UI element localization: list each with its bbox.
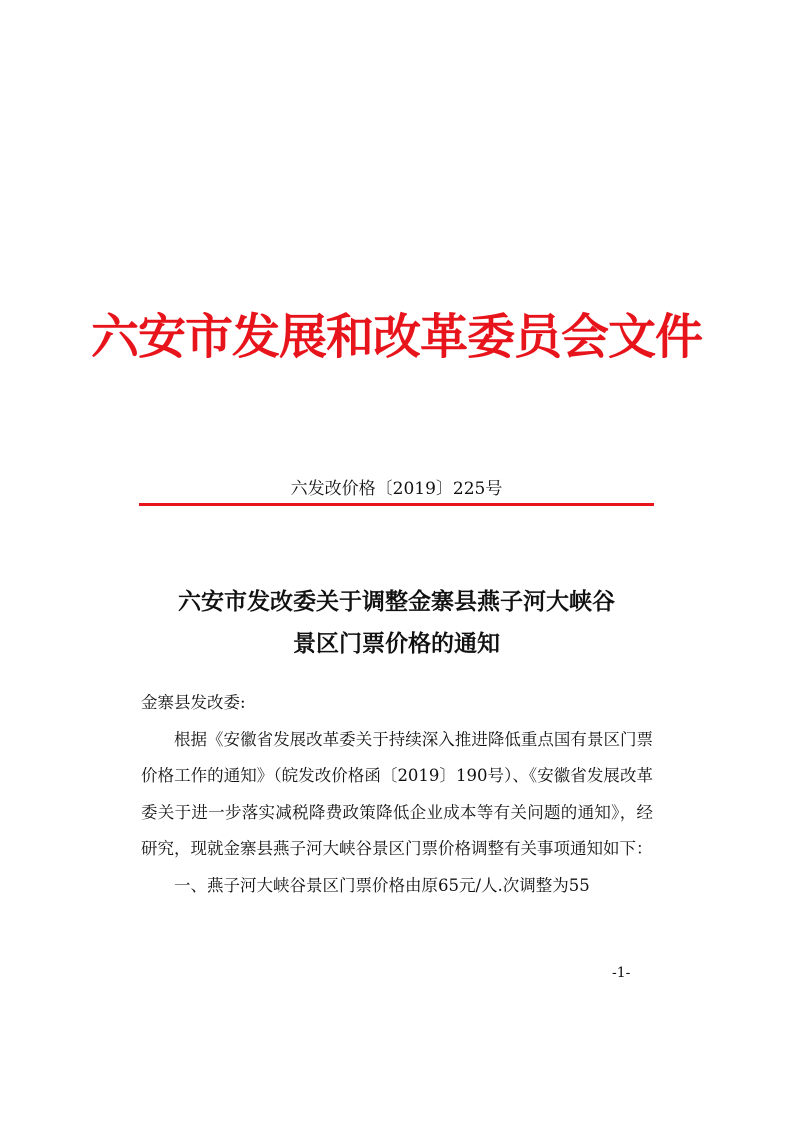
- page-number: -1-: [612, 965, 631, 981]
- document-number: 六发改价格〔2019〕225号: [290, 479, 503, 499]
- document-body: [141, 685, 653, 904]
- document-title-line-2: 景区门票价格的通知: [293, 630, 500, 657]
- document-title-line-1: 六安市发改委关于调整金寨县燕子河大峡谷: [178, 588, 615, 615]
- document-title: [0, 581, 793, 665]
- body-paragraph-1: 根据《安徽省发展改革委关于持续深入推进降低重点国有景区门票价格工作的通知》（皖发改价格函〔2019〕190号）、《安徽省发展改革委关于进一步落实减税降费政策降低企业成本等有关问题的通知》，经研究，现就金寨县燕子河大峡谷景区门票价格调整有关事项通知如下：: [141, 729, 653, 858]
- red-divider-line: [139, 503, 654, 506]
- salutation: 金寨县发改委:: [141, 693, 246, 712]
- issuer-header-title: 六安市发展和改革委员会文件: [90, 309, 702, 365]
- body-paragraph-2: 一、燕子河大峡谷景区门票价格由原65元/人.次调整为55: [174, 875, 590, 895]
